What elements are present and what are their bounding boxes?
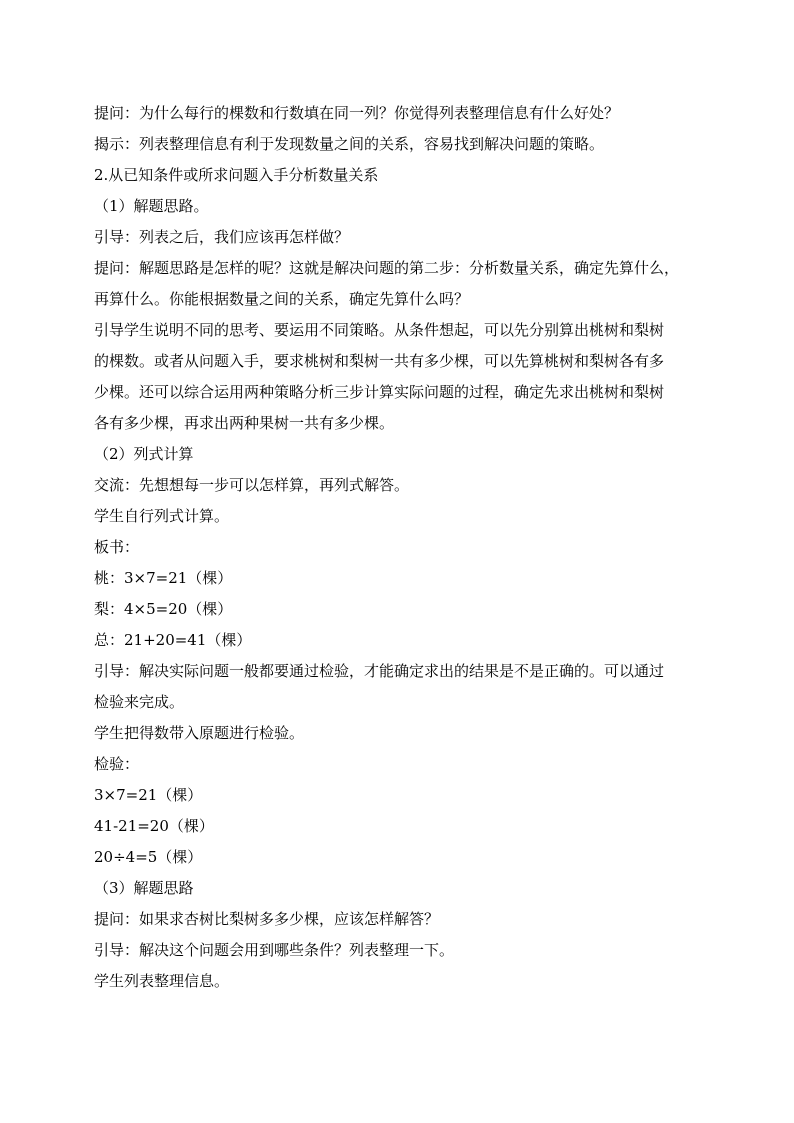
text-line: 少棵。还可以综合运用两种策略分析三步计算实际问题的过程，确定先求出桃树和梨树 bbox=[94, 383, 665, 401]
text-line: 学生自行列式计算。 bbox=[94, 507, 230, 525]
subsection-heading: （2）列式计算 bbox=[94, 445, 194, 463]
subsection-heading: （3）解题思路 bbox=[94, 879, 194, 897]
subsection-heading: （1）解题思路。 bbox=[94, 197, 209, 215]
text-line: 交流：先想想每一步可以怎样算，再列式解答。 bbox=[94, 476, 410, 494]
text-line: 引导学生说明不同的思考、要运用不同策略。从条件想起，可以先分别算出桃树和梨树 bbox=[94, 321, 665, 339]
text-line: 引导：解决这个问题会用到哪些条件？列表整理一下。 bbox=[94, 941, 455, 959]
text-line: 板书： bbox=[94, 538, 140, 556]
equation-line: 41-21=20（棵） bbox=[94, 817, 214, 835]
equation-line: 桃：3×7=21（棵） bbox=[94, 569, 233, 587]
text-line: 学生列表整理信息。 bbox=[94, 972, 230, 990]
document-body bbox=[94, 98, 704, 997]
text-line: 各有多少棵，再求出两种果树一共有多少棵。 bbox=[94, 414, 395, 432]
section-heading: 2.从已知条件或所求问题入手分析数量关系 bbox=[94, 166, 379, 184]
equation-line: 梨：4×5=20（棵） bbox=[94, 600, 233, 618]
equation-line: 总：21+20=41（棵） bbox=[94, 631, 252, 649]
text-line: 引导：解决实际问题一般都要通过检验，才能确定求出的结果是不是正确的。可以通过 bbox=[94, 662, 665, 680]
equation-line: 20÷4=5（棵） bbox=[94, 848, 203, 866]
text-line: 提问：解题思路是怎样的呢？这就是解决问题的第二步：分析数量关系，确定先算什么， bbox=[94, 259, 680, 277]
text-line: 检验来完成。 bbox=[94, 693, 185, 711]
text-line: 再算什么。你能根据数量之间的关系，确定先算什么吗？ bbox=[94, 290, 470, 308]
text-line: 检验： bbox=[94, 755, 140, 773]
equation-line: 3×7=21（棵） bbox=[94, 786, 203, 804]
text-line: 学生把得数带入原题进行检验。 bbox=[94, 724, 305, 742]
text-line: 提问：为什么每行的棵数和行数填在同一列？你觉得列表整理信息有什么好处？ bbox=[94, 104, 620, 122]
text-line: 揭示：列表整理信息有利于发现数量之间的关系，容易找到解决问题的策略。 bbox=[94, 135, 605, 153]
text-line: 引导：列表之后，我们应该再怎样做？ bbox=[94, 228, 350, 246]
text-line: 的棵数。或者从问题入手，要求桃树和梨树一共有多少棵，可以先算桃树和梨树各有多 bbox=[94, 352, 665, 370]
text-line: 提问：如果求杏树比梨树多多少棵，应该怎样解答？ bbox=[94, 910, 440, 928]
